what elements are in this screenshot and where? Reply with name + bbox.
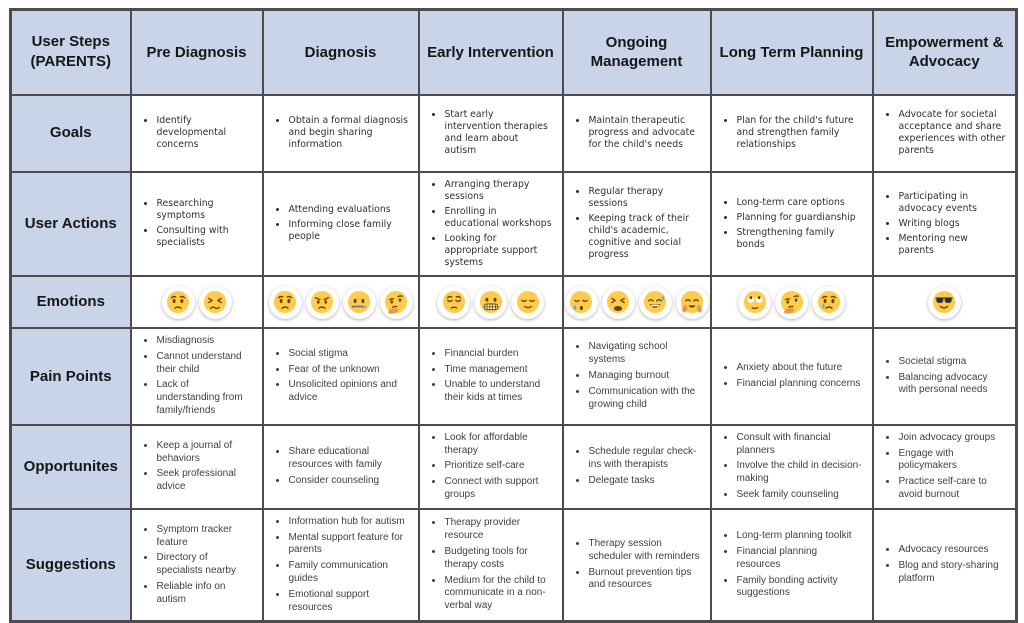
pain-points-diagnosis-cell bbox=[263, 328, 419, 425]
bullet-list bbox=[141, 524, 253, 607]
emoji-row bbox=[134, 286, 260, 319]
emoji-row bbox=[714, 286, 870, 319]
bullet-item: • Plan for the child's future and strengthen family relationships bbox=[736, 115, 863, 151]
bullet-item: • Join advocacy groups bbox=[898, 432, 1007, 445]
bullet-item: • Seek family counseling bbox=[736, 489, 863, 502]
bullet-item: • Enrolling in educational workshops bbox=[444, 206, 553, 230]
row-label-pain-points: Pain Points bbox=[11, 328, 131, 425]
bullet-list bbox=[883, 356, 1007, 397]
header-row bbox=[11, 10, 1017, 95]
bullet-item: • Regular therapy sessions bbox=[588, 186, 701, 210]
bullet-item: • Consider counseling bbox=[288, 475, 409, 488]
bullet-list bbox=[141, 115, 253, 151]
emotions-empowerment-advocacy-cell bbox=[873, 276, 1017, 328]
bullet-list bbox=[721, 197, 863, 251]
bullet-item: • Share educational resources with family bbox=[288, 446, 409, 472]
opportunites-long-term-planning-cell bbox=[711, 425, 873, 509]
emotions-diagnosis-cell bbox=[263, 276, 419, 328]
column-header-label: Empowerment & Advocacy bbox=[885, 33, 1004, 71]
bullet-item: • Keeping track of their child's academic, cognitive and social progress bbox=[588, 213, 701, 261]
bullet-item: • Involve the child in decision-making bbox=[736, 460, 863, 486]
bullet-item: • Long-term planning toolkit bbox=[736, 530, 863, 543]
goals-empowerment-advocacy-cell bbox=[873, 95, 1017, 172]
bullet-item: • Planning for guardianship bbox=[736, 212, 863, 224]
table-row-emotions bbox=[11, 276, 1017, 328]
bullet-item: • Advocacy resources bbox=[898, 544, 1007, 557]
bullet-item: • Navigating school systems bbox=[588, 341, 701, 367]
bullet-item: • Consult with financial planners bbox=[736, 432, 863, 458]
bullet-item: • Reliable info on autism bbox=[156, 581, 253, 607]
suggestions-pre-diagnosis-cell bbox=[131, 509, 263, 622]
angry-face-emoji-icon bbox=[306, 286, 339, 319]
bullet-item: • Informing close family people bbox=[288, 219, 409, 243]
bullet-item: • Burnout prevention tips and resources bbox=[588, 567, 701, 593]
bullet-item: • Looking for appropriate support systems bbox=[444, 233, 553, 269]
bullet-list bbox=[573, 341, 701, 411]
bullet-list bbox=[721, 362, 863, 391]
emoji-row bbox=[566, 286, 708, 319]
bullet-item: • Blog and story-sharing platform bbox=[898, 560, 1007, 586]
bullet-item: • Lack of understanding from family/friends bbox=[156, 379, 253, 417]
bullet-item: • Unsolicited opinions and advice bbox=[288, 379, 409, 405]
bullet-list bbox=[141, 440, 253, 494]
bullet-list bbox=[573, 186, 701, 261]
bullet-item: • Directory of specialists nearby bbox=[156, 552, 253, 578]
emoji-row bbox=[266, 286, 416, 319]
opportunites-ongoing-management-cell bbox=[563, 425, 711, 509]
bullet-item: • Consulting with specialists bbox=[156, 225, 253, 249]
bullet-item: • Attending evaluations bbox=[288, 204, 409, 216]
zipper-mouth-face-emoji-icon bbox=[343, 286, 376, 319]
bullet-list bbox=[883, 109, 1007, 157]
thinking-face-emoji-icon bbox=[380, 286, 413, 319]
bullet-list bbox=[721, 530, 863, 600]
face-with-rolling-eyes-emoji-icon bbox=[738, 286, 771, 319]
bullet-list bbox=[721, 115, 863, 151]
bullet-item: • Misdiagnosis bbox=[156, 335, 253, 348]
bullet-list bbox=[573, 446, 701, 487]
bullet-item: • Unable to understand their kids at times bbox=[444, 379, 553, 405]
user-actions-ongoing-management-cell bbox=[563, 172, 711, 277]
suggestions-long-term-planning-cell bbox=[711, 509, 873, 622]
bullet-list bbox=[273, 446, 409, 487]
user-actions-early-intervention-cell bbox=[419, 172, 563, 277]
bullet-item: • Financial planning resources bbox=[736, 546, 863, 572]
bullet-item: • Mentoring new parents bbox=[898, 233, 1007, 257]
bullet-item: • Writing blogs bbox=[898, 218, 1007, 230]
table-row-opportunites bbox=[11, 425, 1017, 509]
suggestions-empowerment-advocacy-cell bbox=[873, 509, 1017, 622]
row-label-goals: Goals bbox=[11, 95, 131, 172]
pain-points-empowerment-advocacy-cell bbox=[873, 328, 1017, 425]
bullet-item: • Emotional support resources bbox=[288, 589, 409, 615]
corner-header-line: (PARENTS) bbox=[30, 53, 112, 71]
crying-face-emoji-icon bbox=[812, 286, 845, 319]
sleepy-face-emoji-icon bbox=[565, 286, 598, 319]
bullet-list bbox=[429, 517, 553, 613]
bullet-item: • Maintain therapeutic progress and advocate for the child's needs bbox=[588, 115, 701, 151]
goals-diagnosis-cell bbox=[263, 95, 419, 172]
bullet-item: • Researching symptoms bbox=[156, 198, 253, 222]
emotions-ongoing-management-cell bbox=[563, 276, 711, 328]
bullet-item: • Connect with support groups bbox=[444, 476, 553, 502]
bullet-item: • Time management bbox=[444, 364, 553, 377]
corner-header bbox=[11, 10, 131, 95]
suggestions-early-intervention-cell bbox=[419, 509, 563, 622]
pain-points-ongoing-management-cell bbox=[563, 328, 711, 425]
bullet-item: • Family bonding activity suggestions bbox=[736, 575, 863, 601]
pain-points-early-intervention-cell bbox=[419, 328, 563, 425]
bullet-item: • Social stigma bbox=[288, 348, 409, 361]
column-header-diagnosis bbox=[263, 10, 419, 95]
worried-face-emoji-icon bbox=[162, 286, 195, 319]
bullet-item: • Budgeting tools for therapy costs bbox=[444, 546, 553, 572]
bullet-item: • Financial planning concerns bbox=[736, 378, 863, 391]
opportunites-diagnosis-cell bbox=[263, 425, 419, 509]
bullet-list bbox=[429, 109, 553, 157]
bullet-list bbox=[573, 538, 701, 592]
bullet-item: • Advocate for societal acceptance and share experiences with other parents bbox=[898, 109, 1007, 157]
bullet-list bbox=[883, 432, 1007, 502]
bullet-item: • Mental support feature for parents bbox=[288, 532, 409, 558]
bullet-list bbox=[273, 516, 409, 615]
bullet-item: • Prioritize self-care bbox=[444, 460, 553, 473]
bullet-item: • Financial burden bbox=[444, 348, 553, 361]
bullet-item: • Symptom tracker feature bbox=[156, 524, 253, 550]
bullet-item: • Participating in advocacy events bbox=[898, 191, 1007, 215]
confounded-face-emoji-icon bbox=[199, 286, 232, 319]
opportunites-pre-diagnosis-cell bbox=[131, 425, 263, 509]
table-row-user-actions bbox=[11, 172, 1017, 277]
row-label-opportunites: Opportunites bbox=[11, 425, 131, 509]
emotions-long-term-planning-cell bbox=[711, 276, 873, 328]
bullet-item: • Look for affordable therapy bbox=[444, 432, 553, 458]
relieved-face-emoji-icon bbox=[511, 286, 544, 319]
column-header-label: Pre Diagnosis bbox=[146, 43, 247, 61]
bullet-list bbox=[141, 198, 253, 249]
bullet-list bbox=[141, 335, 253, 418]
bullet-list bbox=[883, 544, 1007, 585]
row-label-emotions: Emotions bbox=[11, 276, 131, 328]
goals-early-intervention-cell bbox=[419, 95, 563, 172]
bullet-item: • Keep a journal of behaviors bbox=[156, 440, 253, 466]
goals-long-term-planning-cell bbox=[711, 95, 873, 172]
bullet-list bbox=[429, 348, 553, 405]
hugging-face-emoji-icon bbox=[676, 286, 709, 319]
bullet-item: • Schedule regular check-ins with therapists bbox=[588, 446, 701, 472]
goals-pre-diagnosis-cell bbox=[131, 95, 263, 172]
bullet-item: • Practice self-care to avoid burnout bbox=[898, 476, 1007, 502]
tired-face-emoji-icon bbox=[602, 286, 635, 319]
bullet-item: • Communication with the growing child bbox=[588, 386, 701, 412]
suggestions-ongoing-management-cell bbox=[563, 509, 711, 622]
bullet-item: • Fear of the unknown bbox=[288, 364, 409, 377]
bullet-item: • Engage with policymakers bbox=[898, 448, 1007, 474]
column-header-label: Long Term Planning bbox=[719, 43, 864, 61]
journey-map-table bbox=[9, 8, 1018, 623]
emoji-row bbox=[422, 286, 560, 319]
bullet-list bbox=[273, 204, 409, 243]
bullet-item: • Medium for the child to communicate in a non-verbal way bbox=[444, 575, 553, 613]
bullet-list bbox=[721, 432, 863, 502]
bullet-list bbox=[573, 115, 701, 151]
table-row-pain-points bbox=[11, 328, 1017, 425]
bullet-item: • Strengthening family bonds bbox=[736, 227, 863, 251]
column-header-label: Ongoing Management bbox=[590, 33, 683, 71]
thinking-face-emoji-icon bbox=[775, 286, 808, 319]
bullet-item: • Obtain a formal diagnosis and begin sharing information bbox=[288, 115, 409, 151]
column-header-pre-diagnosis bbox=[131, 10, 263, 95]
pain-points-pre-diagnosis-cell bbox=[131, 328, 263, 425]
smiling-face-with-sunglasses-emoji-icon bbox=[928, 286, 961, 319]
corner-header-line: User Steps bbox=[31, 33, 110, 50]
bullet-list bbox=[429, 179, 553, 270]
opportunites-empowerment-advocacy-cell bbox=[873, 425, 1017, 509]
suggestions-diagnosis-cell bbox=[263, 509, 419, 622]
column-header-long-term-planning bbox=[711, 10, 873, 95]
user-actions-diagnosis-cell bbox=[263, 172, 419, 277]
row-label-user-actions: User Actions bbox=[11, 172, 131, 277]
opportunites-early-intervention-cell bbox=[419, 425, 563, 509]
bullet-item: • Societal stigma bbox=[898, 356, 1007, 369]
bullet-item: • Cannot understand their child bbox=[156, 351, 253, 377]
bullet-list bbox=[273, 348, 409, 405]
bullet-item: • Family communication guides bbox=[288, 560, 409, 586]
column-header-empowerment-advocacy bbox=[873, 10, 1017, 95]
column-header-early-intervention bbox=[419, 10, 563, 95]
bullet-item: • Managing burnout bbox=[588, 370, 701, 383]
column-header-label: Early Intervention bbox=[427, 43, 554, 61]
column-header-ongoing-management bbox=[563, 10, 711, 95]
grinning-face-with-sweat-emoji-icon bbox=[639, 286, 672, 319]
bullet-item: • Balancing advocacy with personal needs bbox=[898, 372, 1007, 398]
emoji-row bbox=[876, 286, 1014, 319]
bullet-item: • Therapy provider resource bbox=[444, 517, 553, 543]
bullet-item: • Information hub for autism bbox=[288, 516, 409, 529]
bullet-item: • Long-term care options bbox=[736, 197, 863, 209]
bullet-item: • Arranging therapy sessions bbox=[444, 179, 553, 203]
bullet-item: • Identify developmental concerns bbox=[156, 115, 253, 151]
table-row-suggestions bbox=[11, 509, 1017, 622]
column-header-label: Diagnosis bbox=[304, 43, 377, 61]
emotions-pre-diagnosis-cell bbox=[131, 276, 263, 328]
bullet-item: • Therapy session scheduler with reminders bbox=[588, 538, 701, 564]
goals-ongoing-management-cell bbox=[563, 95, 711, 172]
bullet-list bbox=[273, 115, 409, 151]
bullet-item: • Anxiety about the future bbox=[736, 362, 863, 375]
bullet-item: • Seek professional advice bbox=[156, 468, 253, 494]
emotions-early-intervention-cell bbox=[419, 276, 563, 328]
worried-face-emoji-icon bbox=[269, 286, 302, 319]
pain-points-long-term-planning-cell bbox=[711, 328, 873, 425]
user-actions-empowerment-advocacy-cell bbox=[873, 172, 1017, 277]
bullet-item: • Start early intervention therapies and learn about autism bbox=[444, 109, 553, 157]
pensive-face-emoji-icon bbox=[437, 286, 470, 319]
row-label-suggestions: Suggestions bbox=[11, 509, 131, 622]
bullet-list bbox=[883, 191, 1007, 257]
table-row-goals bbox=[11, 95, 1017, 172]
bullet-item: • Delegate tasks bbox=[588, 475, 701, 488]
grimacing-face-emoji-icon bbox=[474, 286, 507, 319]
user-actions-pre-diagnosis-cell bbox=[131, 172, 263, 277]
user-actions-long-term-planning-cell bbox=[711, 172, 873, 277]
bullet-list bbox=[429, 432, 553, 502]
